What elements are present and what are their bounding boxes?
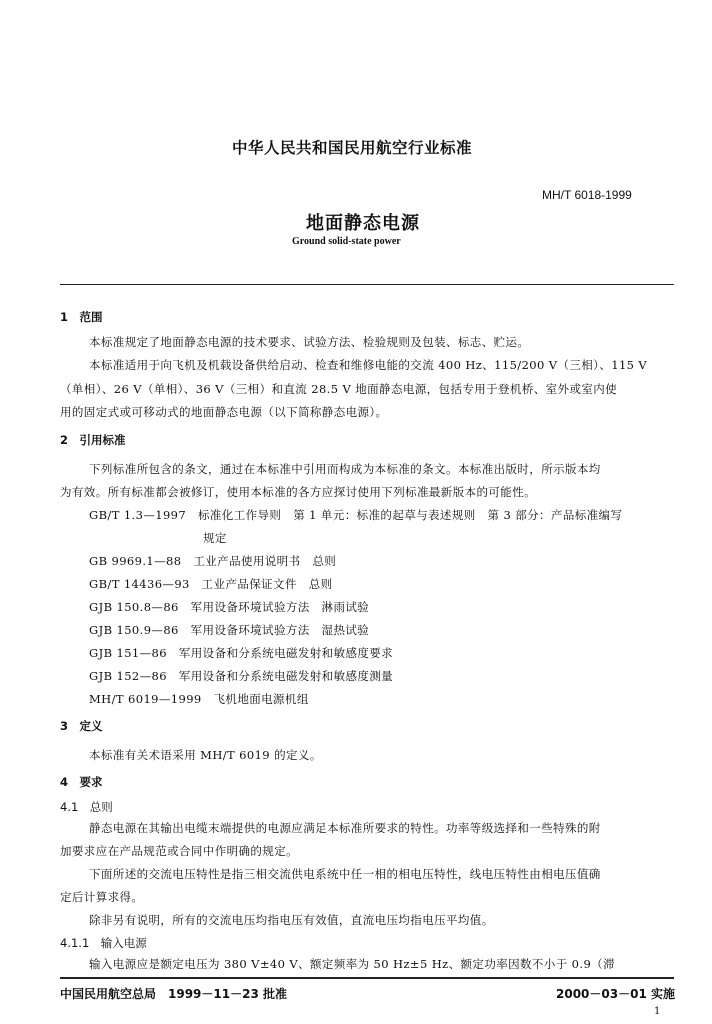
header-divider xyxy=(60,284,674,285)
section-1-para-2-line-3: 用的固定式或可移动式的地面静态电源（以下简称静态电源）。 xyxy=(60,405,388,419)
reference-item: GB 9969.1—88 工业产品使用说明书 总则 xyxy=(89,554,337,568)
section-4-1-para-3: 除非另有说明，所有的交流电压均指电压有效值，直流电压均指电压平均值。 xyxy=(89,913,494,927)
subsection-4-1-heading: 4.1 总则 xyxy=(60,800,113,814)
organization-title: 中华人民共和国民用航空行业标准 xyxy=(232,139,473,157)
footer-implementation: 2000－03－01 实施 xyxy=(556,987,675,1001)
document-title: 地面静态电源 xyxy=(306,213,420,234)
reference-item: GJB 151—86 军用设备和分系统电磁发射和敏感度要求 xyxy=(89,646,394,660)
section-1-para-2-line-1: 本标准适用于向飞机及机载设备供给启动、检查和维修电能的交流 400 Hz、115/200 V（三相）、115 V xyxy=(89,358,648,372)
reference-item: GB/T 1.3—1997 标准化工作导则 第 1 单元：标准的起草与表述规则 第 3 部分：产品标准编写 xyxy=(89,508,623,522)
reference-item: MH/T 6019—1999 飞机地面电源机组 xyxy=(89,692,309,706)
footer-approval: 中国民用航空总局 1999－11－23 批准 xyxy=(60,987,287,1001)
reference-item: GJB 150.9—86 军用设备环境试验方法 湿热试验 xyxy=(89,623,370,637)
reference-item: GB/T 14436—93 工业产品保证文件 总则 xyxy=(89,577,333,591)
section-4-1-para-2-line-2: 定后计算求得。 xyxy=(60,890,144,904)
section-1-para-1: 本标准规定了地面静态电源的技术要求、试验方法、检验规则及包装、标志、贮运。 xyxy=(89,335,530,349)
section-1-para-2-line-2: （单相）、26 V（单相）、36 V（三相）和直流 28.5 V 地面静态电源，包括专用于登机桥、室外或室内使 xyxy=(60,382,618,396)
section-2-para-line-2: 为有效。所有标准都会被修订，使用本标准的各方应探讨使用下列标准最新版本的可能性。 xyxy=(60,485,536,499)
section-4-heading: 4 要求 xyxy=(60,775,103,789)
section-4-1-1-para: 输入电源应是额定电压为 380 V±40 V、额定频率为 50 Hz±5 Hz、额定功率因数不小于 0.9（滞 xyxy=(89,957,615,971)
reference-item-continuation: 规定 xyxy=(203,531,227,545)
reference-item: GJB 150.8—86 军用设备环境试验方法 淋雨试验 xyxy=(89,600,370,614)
section-2-heading: 2 引用标准 xyxy=(60,433,126,447)
section-2-para-line-1: 下列标准所包含的条文，通过在本标准中引用而构成为本标准的条文。本标准出版时，所示版本均 xyxy=(89,462,601,476)
section-3-para: 本标准有关术语采用 MH/T 6019 的定义。 xyxy=(89,748,322,762)
section-4-1-para-1-line-2: 加要求应在产品规范或合同中作明确的规定。 xyxy=(60,844,298,858)
document-title-english: Ground solid-state power xyxy=(292,236,401,247)
page-number: 1 xyxy=(654,1006,661,1017)
footer-divider xyxy=(60,977,674,979)
reference-item: GJB 152—86 军用设备和分系统电磁发射和敏感度测量 xyxy=(89,669,394,683)
section-4-1-para-1-line-1: 静态电源在其输出电缆末端提供的电源应满足本标准所要求的特性。功率等级选择和一些特殊的附 xyxy=(89,821,601,835)
section-3-heading: 3 定义 xyxy=(60,719,103,733)
standard-number: MH/T 6018-1999 xyxy=(542,188,632,202)
subsection-4-1-1-heading: 4.1.1 输入电源 xyxy=(60,936,147,950)
section-4-1-para-2-line-1: 下面所述的交流电压特性是指三相交流供电系统中任一相的相电压特性，线电压特性由相电压值确 xyxy=(89,867,601,881)
section-1-heading: 1 范围 xyxy=(60,310,103,324)
